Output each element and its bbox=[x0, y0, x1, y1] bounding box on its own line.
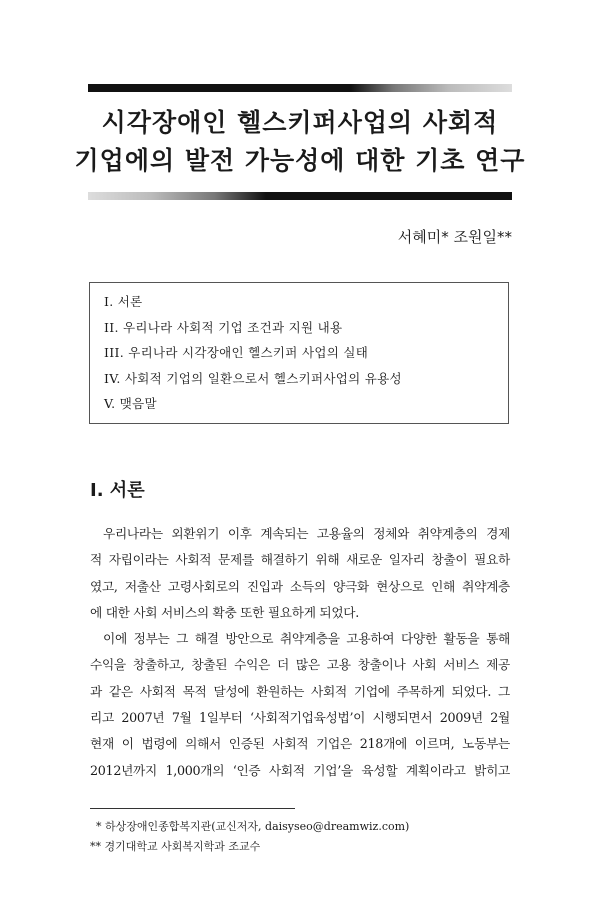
body-line: 현재 이 법령에 의해서 인증된 사회적 기업은 218개에 이르며, 노동부는 bbox=[90, 736, 510, 752]
body-line: 우리나라는 외환위기 이후 계속되는 고용율의 정체와 취약계층의 경제 bbox=[103, 526, 510, 541]
footnote-2: ** 경기대학교 사회복지학과 조교수 bbox=[90, 840, 261, 853]
body-line: 에 대한 사회 서비스의 확충 또한 필요하게 되었다. bbox=[90, 604, 359, 620]
table-of-contents bbox=[89, 282, 509, 424]
body-text bbox=[90, 521, 510, 784]
footnote-divider bbox=[90, 808, 295, 809]
body-line: 과 같은 사회적 목적 달성에 환원하는 사회적 기업에 주목하게 되었다. 그 bbox=[90, 683, 510, 699]
toc-item-1: I. 서론 bbox=[104, 294, 143, 309]
title-line-1: 시각장애인 헬스키퍼사업의 사회적 bbox=[101, 108, 499, 137]
body-line: 이에 정부는 그 해결 방안으로 취약계층을 고용하여 다양한 활동을 통해 bbox=[103, 631, 510, 647]
title-bottom-rule bbox=[88, 192, 512, 200]
title-line-2: 기업에의 발전 가능성에 대한 기초 연구 bbox=[74, 146, 526, 175]
body-line: 2012년까지 1,000개의 ‘인증 사회적 기업’을 육성할 계획이라고 밝히고 bbox=[90, 762, 510, 778]
paper-title bbox=[60, 104, 540, 180]
toc-item-5: V. 맺음말 bbox=[104, 396, 157, 411]
body-line: 적 자립이라는 사회적 문제를 해결하기 위해 새로운 일자리 창출이 필요하 bbox=[90, 552, 510, 568]
body-line: 리고 2007년 7월 1일부터 ‘사회적기업육성법’이 시행되면서 2009년 2월 bbox=[90, 710, 510, 726]
body-line: 수익을 창출하고, 창출된 수익은 더 많은 고용 창출이나 사회 서비스 제공 bbox=[90, 657, 510, 673]
toc-item-4: IV. 사회적 기업의 일환으로서 헬스키퍼사업의 유용성 bbox=[104, 370, 402, 386]
toc-item-3: III. 우리나라 시각장애인 헬스키퍼 사업의 실태 bbox=[104, 345, 369, 360]
toc-item-2: II. 우리나라 사회적 기업 조건과 지원 내용 bbox=[104, 319, 343, 335]
footnote-1: * 하상장애인종합복지관(교신저자, daisyseo@dreamwiz.com) bbox=[96, 820, 410, 833]
body-line: 였고, 저출산 고령사회로의 진입과 소득의 양극화 현상으로 인해 취약계층 bbox=[90, 578, 510, 594]
title-top-rule bbox=[88, 84, 512, 92]
section-heading: I. 서론 bbox=[90, 480, 145, 501]
authors: 서혜미* 조원일** bbox=[397, 228, 512, 246]
